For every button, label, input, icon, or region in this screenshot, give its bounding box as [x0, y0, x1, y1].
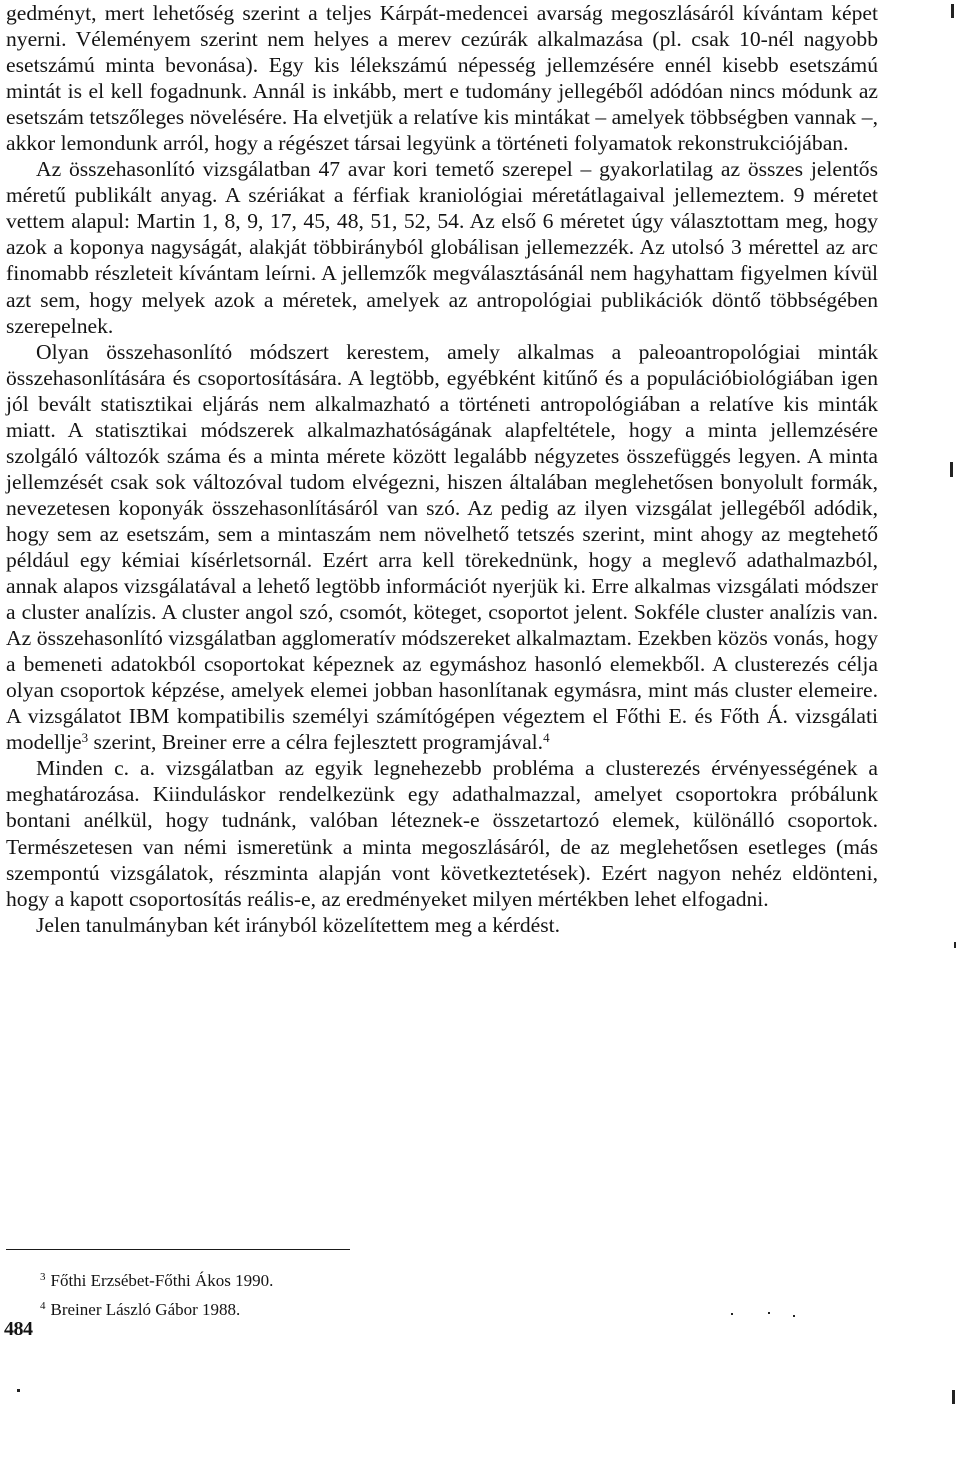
paragraph-text: Az összehasonlító vizsgálatban 47 avar kori temető szerepel – gyakorlatilag az összes jelentős méretű publikált anyag. A szériákat a férfiak kraniológiai méretátlagaival jellemeztem. 9 méretet vettem alapul: Martin 1, 8, 9, 17, 45, 48, 51, 52, 54. Az első 6 méretet úgy választottam meg, hogy azok a koponya nagyságát, alakját többirányból globálisan jellemezzék. Az utolsó 3 mérettel az arc finomabb részleteit kívántam leírni. A jellemzők megválasztásánál nem hagyhattam figyelmen kívül azt sem, hogy melyek azok a méretek, amelyek az antropológiai publikációk döntő többségében szerepelnek. — [6, 157, 878, 338]
scan-speck — [731, 1313, 733, 1315]
paragraph-text: szerint, Breiner erre a célra fejlesztett programjával. — [88, 730, 544, 755]
scan-speck — [954, 942, 956, 948]
body-paragraph — [6, 755, 878, 911]
footnote-mark: 4 — [40, 1299, 46, 1312]
scan-speck — [17, 1389, 20, 1392]
footnote-reference: 3 — [81, 730, 89, 746]
footnote — [40, 1295, 540, 1324]
paragraph-text: Jelen tanulmányban két irányból közelítettem meg a kérdést. — [36, 912, 561, 937]
scan-speck — [952, 1390, 955, 1404]
scan-speck — [793, 1315, 795, 1317]
footnotes — [40, 1266, 540, 1324]
footnote-text: Főthi Erzsébet-Főthi Ákos 1990. — [50, 1271, 274, 1290]
footnote-separator — [6, 1249, 350, 1250]
body-paragraph — [6, 0, 878, 156]
body-text — [6, 0, 878, 938]
footnote-reference: 4 — [543, 730, 550, 746]
paragraph-text: Minden c. a. vizsgálatban az egyik legnehezebb probléma a clusterezés érvényességének a meghatározása. Kiinduláskor rendelkezünk egy adathalmazzal, amelyet csoportokra próbálunk bontani anélkül, hogy tudnánk, valóban léteznek-e összetartozó elemek, különálló csoportok. Természetesen van némi ismeretünk a minta megoszlásáról, de az meglehetősen esetleges (más szempontú vizsgálatok, részminta alapján vont következtetések). Ezért nagyon nehéz eldönteni, hogy a kapott csoportosítás reális-e, az eredményeket milyen mértékben lehet elfogadni. — [6, 756, 878, 911]
scan-speck — [768, 1312, 770, 1314]
footnote — [40, 1266, 540, 1295]
scan-speck — [951, 4, 954, 18]
footnote-text: Breiner László Gábor 1988. — [50, 1300, 241, 1319]
body-paragraph — [6, 912, 878, 938]
paragraph-text: gedményt, mert lehetőség szerint a teljes Kárpát-medencei avarság megoszlásáról kívántam képet nyerni. Véleményem szerint nem helyes a merev cezúrák alkalmazása (pl. csak 10-nél nagyobb esetszámú minta bevonása). Egy kis lélekszámú népesség jellemzésére ennél kisebb esetszámú mintát is el kell fogadnunk. Annál is inkább, mert e tudomány jellegéből adódóan nincs módunk az esetszám tetszőleges növelésére. Ha elvetjük a relatíve kis mintákat – amelyek többségben vannak –, akkor lemondunk arról, hogy a régészet társai legyünk a történeti folyamatok rekonstrukciójában. — [6, 1, 878, 156]
footnote-mark: 3 — [40, 1270, 46, 1283]
scan-speck — [950, 462, 953, 477]
body-paragraph — [6, 156, 878, 338]
body-paragraph — [6, 339, 878, 756]
paragraph-text: Olyan összehasonlító módszert kerestem, amely alkalmas a paleoantropológiai minták összehasonlítására és csoportosítására. A legtöbb, egyébként kitűnő és a populációbiológiában igen jól bevált statisztikai eljárás nem alkalmazható a történeti antropológiában a relatíve kis minták miatt. A statisztikai módszerek alkalmazhatóságának alapfeltétele, hogy a minta jellemzésére szolgáló változók száma és a minta mérete között legalább négyzetes összefüggés legyen. A minta jellemzését csak sok változóval tudom elvégezni, hiszen általában meglehetősen bonyolult formák, nevezetesen koponyák összehasonlításáról van szó. Az pedig az ilyen vizsgálat jellegéből adódik, hogy sem az esetszám, sem a mintaszám nem növelhető tetszés szerint, mint ahogy az megtehető például egy kémiai kísérletsornál. Ezért arra kell törekednünk, hogy a meglevő adathalmazból, annak alapos vizsgálatával a lehető legtöbb információt nyerjük ki. Erre alkalmas vizsgálati módszer a cluster analízis. A cluster angol szó, csomót, köteget, csoportot jelent. Sokféle cluster analízis van. Az összehasonlító vizsgálatban agglomeratív módszereket alkalmaztam. Ezekben közös vonás, hogy a bemeneti adatokból csoportokat képeznek az egymáshoz hasonló elemekből. A clusterezés célja olyan csoportok képzése, amelyek elemei jobban hasonlítanak egymásra, mint más cluster elemeire. A vizsgálatot IBM kompatibilis személyi számítógépen végeztem el Főthi E. és Főth Á. vizsgálati modellje — [6, 339, 878, 755]
page-number: 484 — [4, 1318, 33, 1340]
